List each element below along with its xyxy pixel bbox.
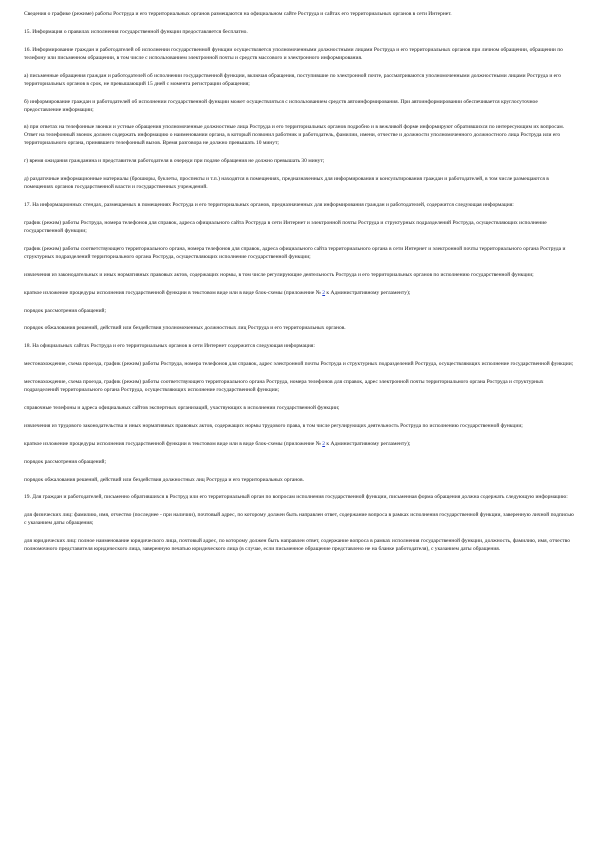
paragraph — [24, 404, 576, 412]
paragraph-text: график (режим) работы соответствующего территориального органа, номера телефонов для справок, адреса официального сайта территориального органа в сети Интернет и электронной почты территориального органа Роструда и структурных подразделений территориального органа Роструда, осуществляющих исполнение государственной функции; — [24, 245, 566, 260]
appendix-link[interactable]: 2 — [322, 289, 326, 296]
paragraph-text: а) письменные обращения граждан и работодателей об исполнении государственной функции, включая обращения, поступившие по электронной почте, рассматриваются уполномоченными должностными лицами Роструда и его территориальных органов в срок, не превышающий 15 дней с момента регистрации обращения; — [24, 72, 561, 87]
paragraph — [24, 378, 576, 394]
paragraph — [24, 245, 576, 261]
paragraph — [24, 98, 576, 114]
paragraph-text: извлечения из законодательных и иных нормативных правовых актов, содержащих нормы, в том числе регулирующие деятельность Роструда и его территориальных органов по исполнению государственной функции; — [24, 271, 534, 278]
paragraph-text-continued: к Административному регламенту); — [325, 289, 411, 296]
paragraph — [24, 72, 576, 88]
paragraph — [24, 476, 576, 484]
paragraph-text: г) время ожидания гражданина и представителя работодателя в очереди при подаче обращения не должно превышать 30 минут; — [24, 158, 325, 165]
paragraph — [24, 360, 576, 368]
paragraph — [24, 219, 576, 235]
paragraph-text: 19. Для граждан и работодателей, письменно обратившихся в Роструд или его территориальный орган по вопросам исполнения государственной функции, письменная форма обращения должна содержать следующую информацию: — [24, 494, 568, 501]
paragraph — [24, 307, 576, 315]
paragraph-text: д) раздаточные информационные материалы (брошюры, буклеты, проспекты и т.п.) находятся в помещениях, предназначенных для информирования и консультирования граждан и работодателей, в том числе размещаются в помещениях органов государственной власти и государственных учреждений. — [24, 176, 549, 191]
paragraph — [24, 289, 576, 297]
paragraph — [24, 324, 576, 332]
paragraph — [24, 123, 576, 147]
paragraph-text: в) при ответах на телефонные звонки и устные обращения уполномоченные должностные лица Роструда и его территориальных органов подробно и в вежливой форме информируют обратившихся по интересующим их вопросам. Ответ на телефонный звонок должен содержать информацию о наименовании органа, в который позвонил работник и работодатель, фамилии, имени, отчестве и должности уполномоченного должностного лица Роструда или его территориального органа, принявшего телефонный вызов. Время разговора не должно превышать 10 минут; — [24, 124, 565, 147]
paragraph-text: порядок рассмотрения обращений; — [24, 458, 107, 465]
paragraph — [24, 342, 576, 350]
paragraph-text: 17. На информационных стендах, размещаемых в помещениях Роструда и его территориальных органов, предназначенных для информирования граждан и работодателей, содержится следующая информация: — [24, 202, 514, 209]
paragraph — [24, 537, 576, 553]
document-page — [24, 10, 576, 563]
paragraph-text: порядок обжалования решений, действий или бездействия уполномоченных должностных лиц Роструда и его территориальных органов. — [24, 325, 346, 332]
paragraph — [24, 28, 576, 36]
appendix-link[interactable]: 2 — [322, 440, 326, 447]
paragraph — [24, 422, 576, 430]
paragraph-text: местонахождение, схема проезда, график (режим) работы соответствующего территориального органа Роструда, номера телефонов для справок, адрес электронной почты территориального органа Роструда и структурных подразделений территориального органа Роструда, осуществляющих исполнение государственной функции; — [24, 379, 544, 394]
paragraph-text: 18. На официальных сайтах Роструда и его территориальных органов в сети Интернет содержится следующая информация: — [24, 343, 315, 350]
paragraph — [24, 46, 576, 62]
paragraph-text: Сведения о графике (режиме) работы Роструда и его территориальных органов размещаются на официальном сайте Роструда и сайтах его территориальных органов в сети Интернет. — [24, 11, 452, 17]
paragraph-text: 15. Информация о правилах исполнения государственной функции предоставляется бесплатно. — [24, 28, 248, 35]
paragraph — [24, 175, 576, 191]
paragraph-text: для юридических лиц: полное наименование юридического лица, почтовый адрес, по которому должен быть направлен ответ, содержание вопроса в рамках исполнения государственной функции, должность, фамилию, имя, отчество полномочного представителя юридического лица, заверенную печатью юридического лица (в случае, если письменное обращение представлено не на бланке работодателя), с указанием даты обращения. — [24, 538, 570, 553]
paragraph-text: краткое изложение процедуры исполнения государственной функции в текстовом виде или в виде блок-схемы (приложение № — [24, 289, 323, 296]
paragraph — [24, 440, 576, 448]
paragraph-text: справочные телефоны и адреса официальных сайтов экспертных организаций, участвующих в исполнении государственной функции; — [24, 405, 340, 412]
paragraph — [24, 271, 576, 279]
paragraph-text: б) информирование граждан и работодателей об исполнении государственной функции может осуществляться с использованием средств автоинформирования. При автоинформировании обеспечивается круглосуточное предоставление информации; — [24, 98, 538, 113]
paragraph-text: порядок обжалования решений, действий или бездействия должностных лиц Роструда и его территориальных органов. — [24, 476, 304, 483]
paragraph — [24, 493, 576, 501]
paragraph — [24, 458, 576, 466]
paragraph — [24, 10, 576, 18]
paragraph — [24, 511, 576, 527]
paragraph-text: порядок рассмотрения обращений; — [24, 307, 107, 314]
paragraph-text: график (режим) работы Роструда, номера телефонов для справок, адреса официального сайта Роструда в сети Интернет и электронной почты Роструда и структурных подразделений Роструда, осуществляющих исполнение государственной функции; — [24, 220, 547, 235]
paragraph-text-continued: к Административному регламенту); — [325, 440, 411, 447]
paragraph — [24, 157, 576, 165]
paragraph-text: местонахождение, схема проезда, график (режим) работы Роструда, номера телефонов для справок, адрес электронной почты Роструда и структурных подразделений Роструда, осуществляющих исполнение государственной функции; — [24, 361, 574, 368]
paragraph-text: извлечения из трудового законодательства и иных нормативных правовых актов, содержащих нормы трудового права, в том числе регулирующих деятельность Роструда по исполнению государственной функции; — [24, 422, 523, 429]
paragraph-text: 16. Информирование граждан и работодателей об исполнении государственной функции осуществляется уполномоченными должностными лицами Роструда и его территориальных органов при личном обращении, обращении по телефону или письменном обращении, в том числе с использованием электронной почты и средств массового и электронного информирования. — [24, 46, 563, 61]
paragraph — [24, 201, 576, 209]
paragraph-text: для физических лиц: фамилию, имя, отчество (последнее - при наличии), почтовый адрес, по которому должен быть направлен ответ, содержание вопроса в рамках исполнения государственной функции, заверенную личной подписью с указанием даты обращения; — [24, 512, 574, 527]
paragraph-text: краткое изложение процедуры исполнения государственной функции в текстовом виде или в виде блок-схемы (приложение № — [24, 440, 323, 447]
